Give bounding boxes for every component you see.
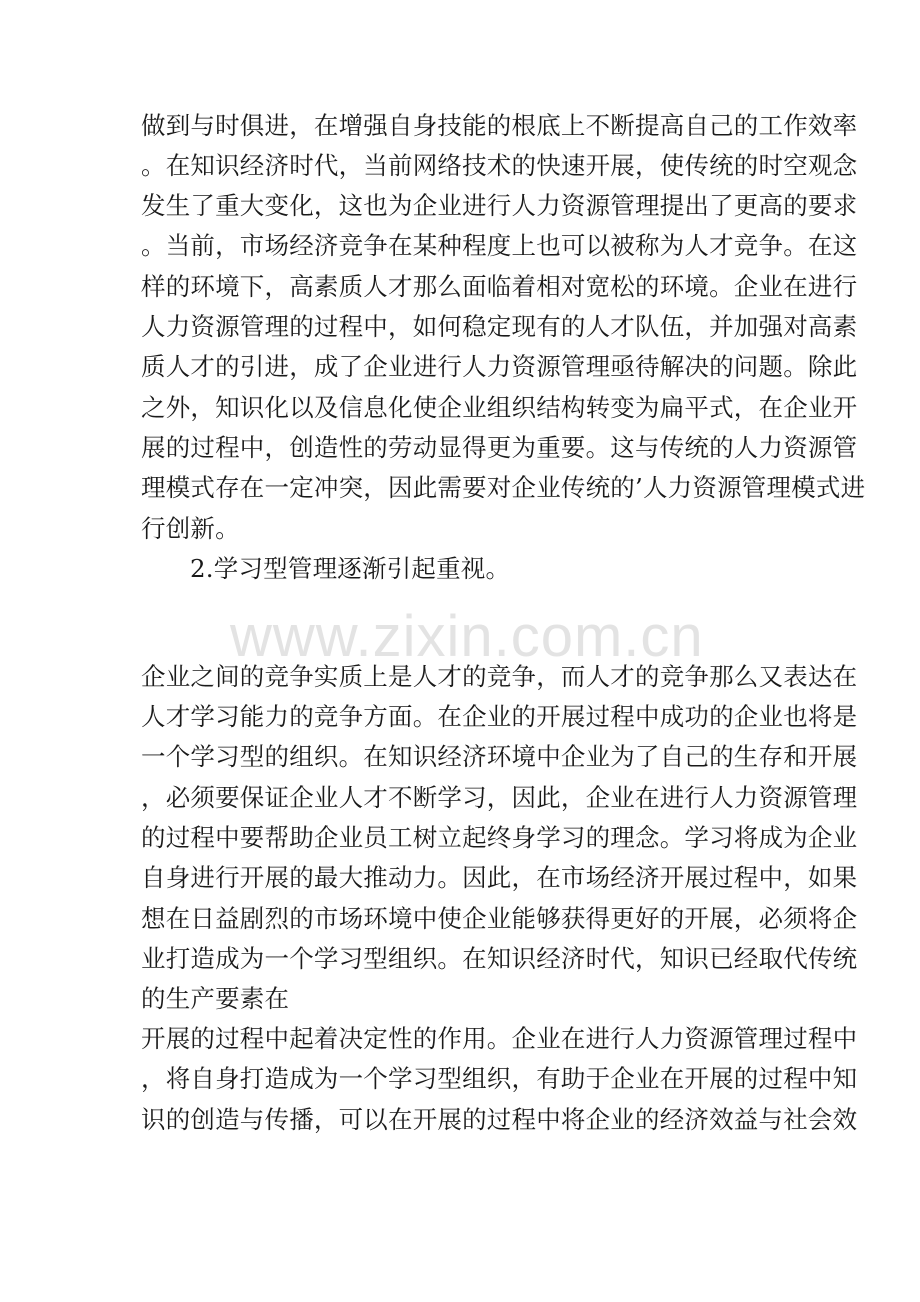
paragraph-line: 的生产要素在 (141, 984, 290, 1013)
paragraph-line: 质人才的引进，成了企业进行人力资源管理亟待解决的问题。除此 (141, 352, 858, 381)
paragraph-line: 企业之间的竞争实质上是人才的竞争，而人才的竞争那么又表达在 (141, 662, 858, 691)
paragraph-line: 人力资源管理的过程中，如何稳定现有的人才队伍，并加强对高素 (141, 312, 858, 341)
section-heading: 2.学习型管理逐渐引起重视。 (190, 554, 511, 583)
paragraph-line: 人才学习能力的竞争方面。在企业的开展过程中成功的企业也将是 (141, 702, 858, 731)
paragraph-line: 开展的过程中起着决定性的作用。企业在进行人力资源管理过程中 (141, 1024, 858, 1053)
paragraph-line: 做到与时俱进，在增强自身技能的根底上不断提高自己的工作效率 (141, 111, 858, 140)
paragraph-line: 样的环境下，高素质人才那么面临着相对宽松的环境。企业在进行 (141, 272, 858, 301)
paragraph-line: 。当前，市场经济竞争在某种程度上也可以被称为人才竞争。在这 (141, 231, 858, 260)
paragraph-line: 。在知识经济时代，当前网络技术的快速开展，使传统的时空观念 (141, 151, 858, 180)
paragraph-line: ，将自身打造成为一个学习型组织，有助于企业在开展的过程中知 (141, 1064, 858, 1093)
paragraph-line: 想在日益剧烈的市场环境中使企业能够获得更好的开展，必须将企 (141, 904, 858, 933)
paragraph-line: 自身进行开展的最大推动力。因此，在市场经济开展过程中，如果 (141, 863, 858, 892)
paragraph-line: 理模式存在一定冲突，因此需要对企业传统的’人力资源管理模式进 (141, 473, 866, 502)
paragraph-line: 之外，知识化以及信息化使企业组织结构转变为扁平式，在企业开 (141, 393, 858, 422)
paragraph-line: 发生了重大变化，这也为企业进行人力资源管理提出了更高的要求 (141, 191, 858, 220)
paragraph-line: 的过程中要帮助企业员工树立起终身学习的理念。学习将成为企业 (141, 823, 858, 852)
paragraph-line: 识的创造与传播，可以在开展的过程中将企业的经济效益与社会效 (141, 1105, 858, 1134)
paragraph-line: 行创新。 (141, 514, 240, 543)
watermark: www.zixin.com.cn (230, 604, 704, 669)
paragraph-line: ，必须要保证企业人才不断学习，因此，企业在进行人力资源管理 (141, 783, 858, 812)
paragraph-line: 展的过程中，创造性的劳动显得更为重要。这与传统的人力资源管 (141, 433, 858, 462)
paragraph-line: 一个学习型的组织。在知识经济环境中企业为了自己的生存和开展 (141, 742, 858, 771)
paragraph-line: 业打造成为一个学习型组织。在知识经济时代，知识已经取代传统 (141, 944, 858, 973)
